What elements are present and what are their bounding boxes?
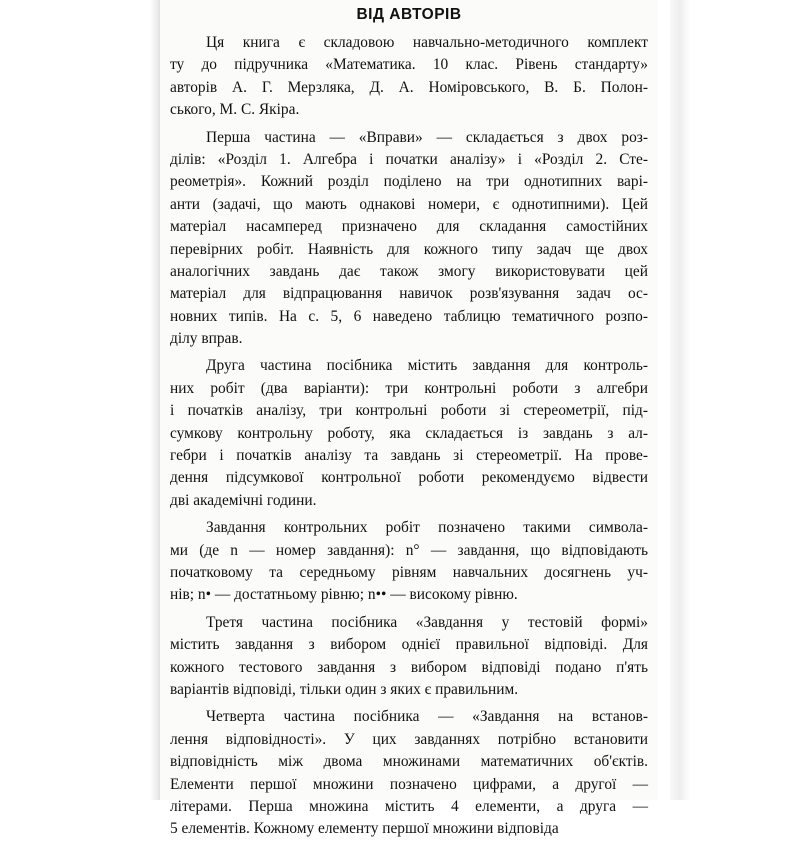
text-line: початковому та середньому рівням навчальних досягнень уч-	[170, 563, 648, 581]
text-line: матеріал насамперед призначено для складання самостійних	[170, 218, 648, 236]
page-content	[170, 6, 648, 846]
text-line: ського, М. С. Якіра.	[170, 101, 300, 119]
text-line: і початків аналізу, три контрольні роботи зі стереометрії, під-	[170, 402, 648, 420]
text-line: Третя частина посібника «Завдання у тестовій формі»	[206, 613, 648, 631]
page-title: ВІД АВТОРІВ	[356, 6, 462, 23]
text-line: Перша частина — «Вправи» — складається з двох роз-	[206, 128, 648, 146]
text-line: ділів: «Розділ 1. Алгебра і початки аналізу» і «Розділ 2. Сте-	[170, 150, 648, 168]
text-line: Завдання контрольних робіт позначено такими символа-	[206, 519, 648, 537]
text-line: перевірних робіт. Наявність для кожного типу задач ще двох	[170, 240, 648, 258]
book-page	[160, 0, 658, 838]
body-text	[170, 32, 648, 841]
text-line: ділу вправ.	[170, 330, 243, 348]
book-spine-shadow	[0, 0, 168, 800]
text-line: кожного тестового завдання з вибором відповіді подано п'ять	[170, 658, 648, 676]
text-line: лення відповідності». У цих завданнях потрібно встановити	[170, 730, 648, 748]
text-line: дення підсумкової контрольної роботи рекомендуємо відвести	[170, 469, 648, 487]
text-line: відповідність між двома множинами математичних об'єктів.	[170, 753, 648, 771]
text-line: гебри і початків аналізу та завдань зі стереометрії. На прове-	[170, 447, 648, 465]
text-line: новних типів. На с. 5, 6 наведено таблицю тематичного розпо-	[170, 307, 648, 325]
paragraph	[170, 355, 648, 512]
text-line: Ця книга є складовою навчально-методичного комплект	[206, 34, 648, 51]
text-line: нів; n• — достатньому рівню; n•• — високому рівню.	[170, 586, 518, 604]
text-line: 5 елементів. Кожному елементу першої множини відповіда	[170, 820, 559, 838]
text-line: Елементи першої множини позначено цифрами, а другої —	[170, 775, 648, 793]
text-line: Четверта частина посібника — «Завдання на встанов-	[206, 708, 648, 726]
paragraph	[170, 612, 648, 702]
paragraph	[170, 706, 648, 840]
text-line: ту до підручника «Математика. 10 клас. Рівень стандарту»	[170, 56, 648, 74]
text-line: літерами. Перша множина містить 4 елементи, а друга —	[170, 797, 648, 815]
text-line: сумкову контрольну роботу, яка складається із завдань з ал-	[170, 424, 648, 442]
text-line: дві академічні години.	[170, 491, 317, 509]
text-line: Друга частина посібника містить завдання для контроль-	[206, 357, 648, 375]
text-line: авторів А. Г. Мерзляка, Д. А. Номіровського, В. Б. Полон-	[170, 78, 648, 96]
paragraph	[170, 32, 648, 122]
paragraph	[170, 517, 648, 607]
text-line: реометрія». Кожний розділ поділено на три однотипних варі-	[170, 173, 648, 191]
text-line: анти (задачі, що мають однакові номери, є однотипними). Цей	[170, 195, 648, 213]
text-line: аналогічних завдань дає також змогу використовувати цей	[170, 262, 648, 280]
text-line: містить завдання з вибором однієї правильної відповіді. Для	[170, 636, 648, 654]
paragraph	[170, 127, 648, 351]
text-line: ми (де n — номер завдання): n° — завдання, що відповідають	[170, 541, 648, 559]
text-line: варіантів відповіді, тільки один з яких є правильним.	[170, 680, 519, 698]
text-line: матеріал для відпрацювання навичок розв'язування задач ос-	[170, 285, 648, 303]
text-line: них робіт (два варіанти): три контрольні роботи з алгебри	[170, 379, 648, 397]
page-edge-shadow	[670, 0, 800, 800]
